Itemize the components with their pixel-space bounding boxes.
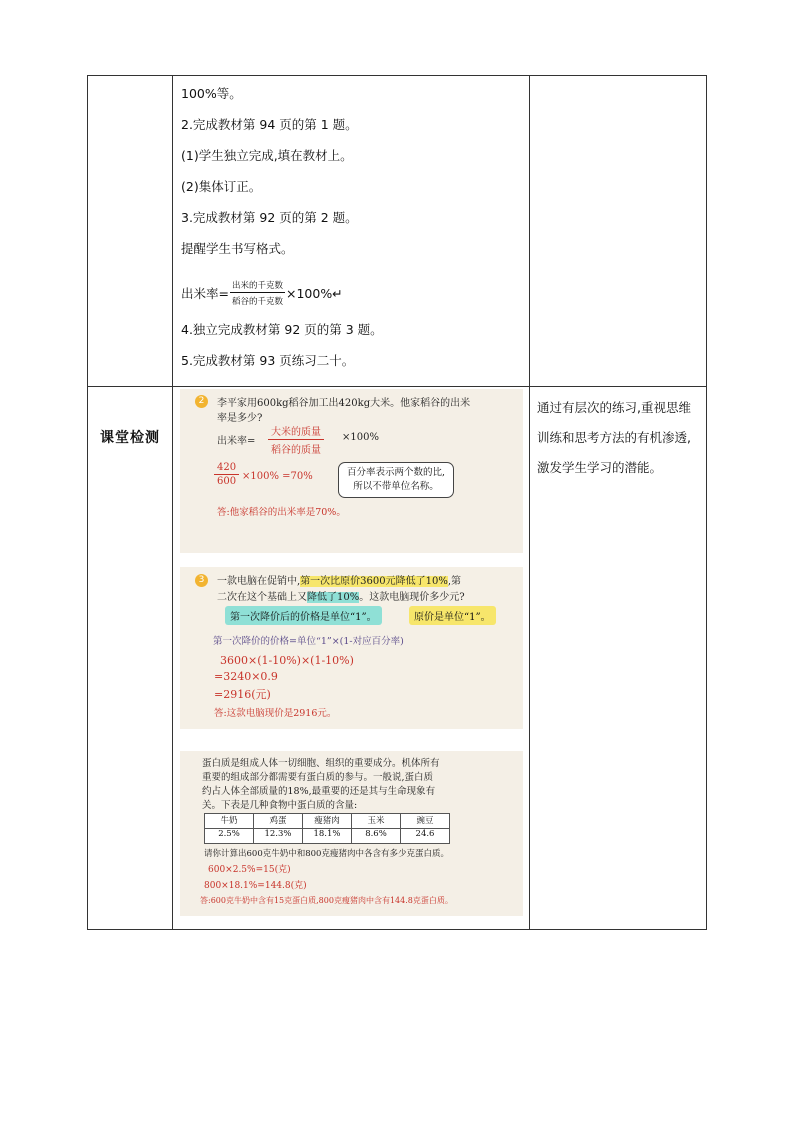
formula-fraction: [230, 279, 285, 307]
exercise-number-badge: 2: [195, 395, 208, 408]
table-header: 牛奶: [205, 814, 254, 829]
design-remark: 通过有层次的练习,重视思维训练和思考方法的有机渗透,激发学生学习的潜能。: [530, 387, 707, 930]
table-header: 鸡蛋: [254, 814, 303, 829]
table-cell: 2.5%: [205, 829, 254, 844]
highlighted-text: 降低了10%: [307, 592, 360, 604]
answer-text: 答:600克牛奶中含有15克蛋白质,800克瘦猪肉中含有144.8克蛋白质。: [200, 896, 453, 906]
calc-step: 600×2.5%=15(克): [208, 865, 291, 876]
table-header: 玉米: [352, 814, 401, 829]
calc-step: 800×18.1%=144.8(克): [204, 881, 307, 892]
exercise-4-panel: [180, 751, 523, 916]
step-line: (1)学生独立完成,填在教材上。: [181, 148, 353, 163]
step-line: 3.完成教材第 92 页的第 2 题。: [181, 210, 358, 225]
formula-denominator: 稻谷的质量: [271, 445, 321, 457]
question-text: 率是多少?: [217, 413, 263, 425]
calc-step: =2916(元): [214, 688, 271, 702]
formula-fraction: [268, 423, 324, 456]
empty-remark-cell: [530, 76, 707, 387]
step-line: 提醒学生书写格式。: [181, 241, 294, 256]
protein-table: [204, 813, 450, 844]
formula-denominator: 稻谷的千克数: [231, 297, 283, 307]
calc-step: 3600×(1-10%)×(1-10%): [220, 654, 354, 668]
hint-tag: 第一次降价后的价格是单位“1”。: [225, 606, 382, 625]
question-text: 一款电脑在促销中,: [217, 576, 301, 588]
intro-text: 约占人体全部质量的18%,最重要的还是其与生命现象有: [202, 786, 436, 798]
exercise-3-panel: [180, 567, 523, 729]
table-row: [205, 814, 450, 829]
question-text: 。这款电脑现价多少元?: [359, 592, 465, 604]
note-callout: [338, 462, 454, 498]
lesson-steps-cell: [173, 76, 530, 387]
formula-numerator: 出米的千克数: [231, 281, 283, 291]
intro-text: 关。下表是几种食物中蛋白质的含量:: [202, 800, 358, 812]
calc-result: ×100% =70%: [242, 471, 313, 483]
formula-lhs: 出米率=: [217, 436, 256, 448]
lesson-plan-table: [87, 75, 707, 930]
highlighted-text: 第一次比原价3600元降低了10%: [300, 576, 448, 588]
table-header: 豌豆: [401, 814, 450, 829]
section-label: 课堂检测: [88, 387, 173, 930]
step-line: 2.完成教材第 94 页的第 1 题。: [181, 117, 358, 132]
answer-text: 答:这款电脑现价是2916元。: [214, 708, 337, 720]
question-line: [217, 588, 465, 603]
exercise-2-panel: [180, 389, 523, 553]
calc-numerator: 420: [214, 462, 239, 475]
table-row: [88, 387, 707, 930]
rule-text: 第一次降价的价格=单位“1”×(1-对应百分率): [213, 636, 404, 648]
answer-text: 答:他家稻谷的出米率是70%。: [217, 507, 346, 519]
formula-rhs: ×100%: [342, 432, 379, 444]
calc-denominator: 600: [217, 476, 237, 488]
calc-step: =3240×0.9: [214, 670, 278, 684]
table-cell: 24.6: [401, 829, 450, 844]
intro-text: 重要的组成部分都需要有蛋白质的参与。一般说,蛋白质: [202, 772, 434, 784]
callout-line: 百分率表示两个数的比,: [347, 467, 446, 479]
intro-text: 蛋白质是组成人体一切细胞、组织的重要成分。机体所有: [202, 758, 440, 770]
exercise-number-badge: 3: [195, 574, 208, 587]
table-cell: 12.3%: [254, 829, 303, 844]
table-header: 瘦猪肉: [303, 814, 352, 829]
step-line: (2)集体订正。: [181, 179, 262, 194]
table-cell: 18.1%: [303, 829, 352, 844]
question-line: [217, 572, 461, 587]
exercise-cell: [173, 387, 530, 930]
formula-lhs: 出米率=: [181, 286, 229, 301]
step-line: 4.独立完成教材第 92 页的第 3 题。: [181, 322, 383, 337]
step-line: 5.完成教材第 93 页练习二十。: [181, 353, 355, 368]
calc-fraction: [214, 462, 239, 487]
step-line: 100%等。: [181, 86, 242, 101]
question-text: 二次在这个基础上又: [217, 592, 307, 604]
table-row: [88, 76, 707, 387]
milling-rate-formula: [181, 266, 529, 320]
empty-label-cell: [88, 76, 173, 387]
formula-numerator: 大米的质量: [268, 423, 324, 440]
question-text: ,第: [447, 576, 462, 588]
question-text: 李平家用600kg稻谷加工出420kg大米。他家稻谷的出米: [217, 398, 471, 410]
question-text: 请你计算出600克牛奶中和800克瘦猪肉中各含有多少克蛋白质。: [204, 849, 449, 860]
table-row: [205, 829, 450, 844]
hint-tag: 原价是单位“1”。: [409, 606, 496, 625]
table-cell: 8.6%: [352, 829, 401, 844]
callout-line: 所以不带单位名称。: [353, 481, 439, 493]
formula-rhs: ×100%↵: [286, 285, 343, 301]
